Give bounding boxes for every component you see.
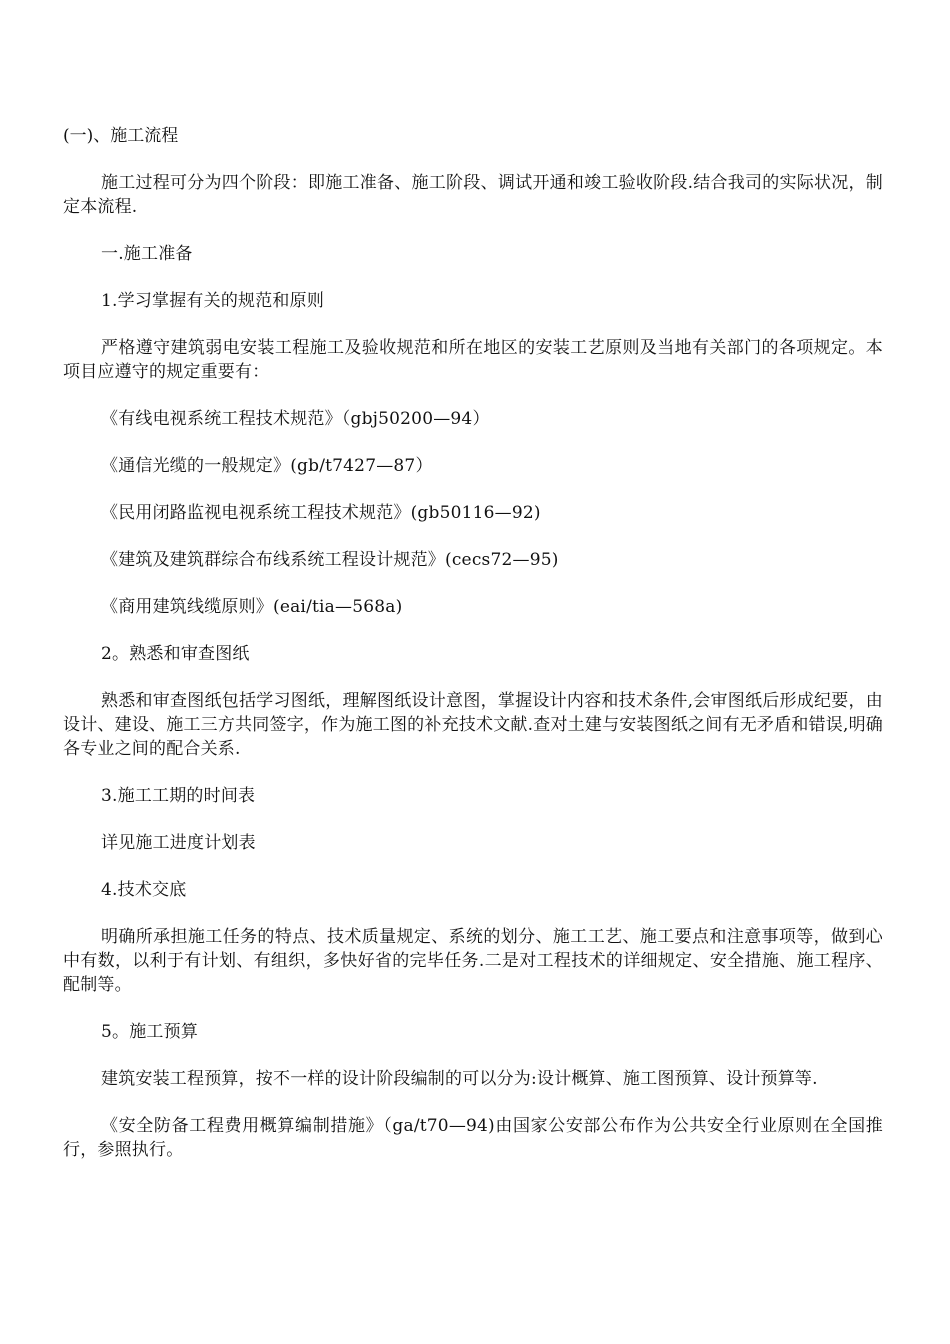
item2-title: 2。熟悉和审查图纸 [101,644,250,664]
item2-body: 熟悉和审查图纸包括学习图纸，理解图纸设计意图，掌握设计内容和技术条件,会审图纸后形成纪要，由设计、建设、施工三方共同签字，作为施工图的补充技术文献.查对土建与安装图纸之间有无矛盾和错误,明确各专业之间的配合关系. [63,691,883,759]
standard-item: 《建筑及建筑群综合布线系统工程设计规范》(cecs72—95) [101,550,559,570]
standard-item: 《商用建筑线缆原则》(eai/tia—568a) [101,597,403,617]
item5-title: 5。施工预算 [101,1022,199,1042]
standard-item: 《通信光缆的一般规定》(gb/t7427—87） [101,456,433,476]
intro-paragraph: 施工过程可分为四个阶段：即施工准备、施工阶段、调试开通和竣工验收阶段.结合我司的实际状况，制定本流程. [63,173,883,217]
item5-body: 建筑安装工程预算，按不一样的设计阶段编制的可以分为:设计概算、施工图预算、设计预算等. [101,1069,818,1089]
item3-title: 3.施工工期的时间表 [101,786,256,806]
item4-body: 明确所承担施工任务的特点、技术质量规定、系统的划分、施工工艺、施工要点和注意事项等，做到心中有数，以利于有计划、有组织，多快好省的完毕任务.二是对工程技术的详细规定、安全措施、施工程序、配制等。 [63,927,883,995]
item1-body: 严格遵守建筑弱电安装工程施工及验收规范和所在地区的安装工艺原则及当地有关部门的各项规定。本项目应遵守的规定重要有： [63,338,883,382]
item5-note: 《安全防备工程费用概算编制措施》（ga/t70—94)由国家公安部公布作为公共安全行业原则在全国推行，参照执行。 [63,1116,883,1160]
item1-title: 1.学习掌握有关的规范和原则 [101,291,325,311]
item4-title: 4.技术交底 [101,880,187,900]
section-title: (一)、施工流程 [63,126,179,146]
standard-item: 《民用闭路监视电视系统工程技术规范》(gb50116—92) [101,503,541,523]
standard-item: 《有线电视系统工程技术规范》（gbj50200—94） [101,409,490,429]
item3-body: 详见施工进度计划表 [101,833,256,853]
document-page [63,124,883,1162]
part1-title: 一.施工准备 [101,244,193,264]
